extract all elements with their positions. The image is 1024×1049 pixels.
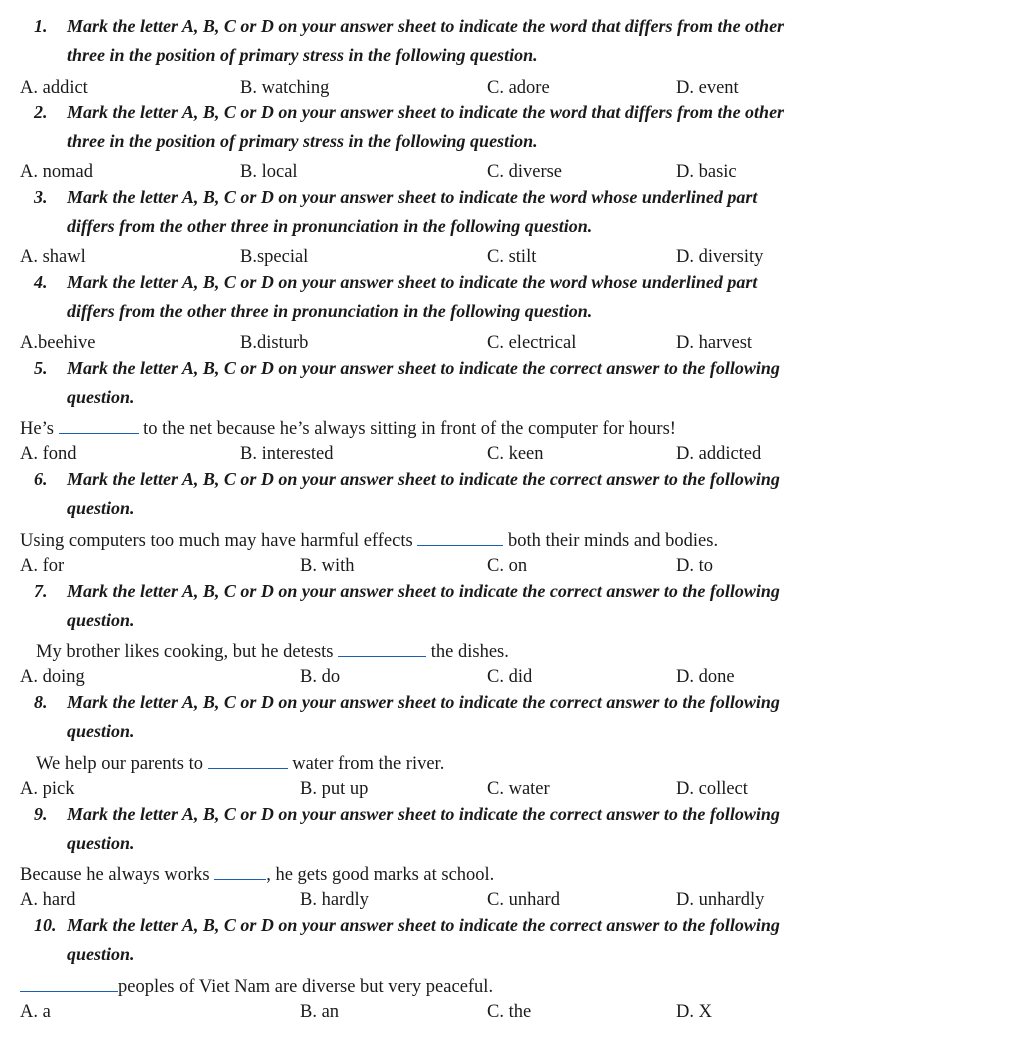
question-number: 8. [34, 692, 48, 712]
q10-option-c[interactable]: C. the [487, 1002, 532, 1022]
answer-blank [59, 419, 139, 434]
q4-option-a[interactable]: A.beehive [20, 333, 96, 353]
q1-option-d[interactable]: D. event [676, 78, 739, 98]
instruction-line-2: question. [67, 833, 135, 853]
q3-option-d[interactable]: D. diversity [676, 247, 764, 267]
instruction-line-1: Mark the letter A, B, C or D on your answer sheet to indicate the correct answer to the following [67, 804, 780, 824]
q9-option-a[interactable]: A. hard [20, 890, 76, 910]
q5-option-a[interactable]: A. fond [20, 444, 77, 464]
q9-option-d[interactable]: D. unhardly [676, 890, 765, 910]
q3-option-b[interactable]: B.special [240, 247, 309, 267]
question-number: 9. [34, 804, 48, 824]
q3-option-c[interactable]: C. stilt [487, 247, 537, 267]
q2-option-a[interactable]: A. nomad [20, 162, 93, 182]
stem-text: Because he always works [20, 865, 210, 885]
stem-text: My brother likes cooking, but he detests [36, 642, 334, 662]
stem-text: to the net because he’s always sitting in front of the computer for hours! [143, 419, 676, 439]
q8-option-a[interactable]: A. pick [20, 779, 75, 799]
instruction-line-2: question. [67, 721, 135, 741]
instruction-line-1: Mark the letter A, B, C or D on your answer sheet to indicate the word whose underlined part [67, 187, 758, 207]
question-9-instruction [34, 800, 984, 858]
q6-stem [20, 529, 718, 553]
q4-option-b[interactable]: B.disturb [240, 333, 309, 353]
instruction-line-2: question. [67, 498, 135, 518]
q2-option-b[interactable]: B. local [240, 162, 298, 182]
q6-option-b[interactable]: B. with [300, 556, 355, 576]
q6-option-d[interactable]: D. to [676, 556, 713, 576]
instruction-line-2: differs from the other three in pronunciation in the following question. [67, 216, 593, 236]
instruction-line-1: Mark the letter A, B, C or D on your answer sheet to indicate the correct answer to the following [67, 581, 780, 601]
question-number: 7. [34, 581, 48, 601]
question-3-instruction [34, 183, 984, 241]
q8-option-c[interactable]: C. water [487, 779, 550, 799]
stem-text: peoples of Viet Nam are diverse but very peaceful. [118, 977, 494, 997]
q6-option-c[interactable]: C. on [487, 556, 528, 576]
answer-blank [208, 754, 288, 769]
q7-stem [36, 640, 509, 664]
q5-option-d[interactable]: D. addicted [676, 444, 762, 464]
q10-option-b[interactable]: B. an [300, 1002, 340, 1022]
question-6-instruction [34, 465, 984, 523]
instruction-line-2: three in the position of primary stress in the following question. [67, 45, 538, 65]
answer-blank [20, 977, 118, 992]
instruction-line-1: Mark the letter A, B, C or D on your answer sheet to indicate the word that differs from the other [67, 16, 785, 36]
instruction-line-2: differs from the other three in pronunciation in the following question. [67, 301, 593, 321]
q5-option-b[interactable]: B. interested [240, 444, 334, 464]
question-number: 6. [34, 469, 48, 489]
instruction-line-1: Mark the letter A, B, C or D on your answer sheet to indicate the correct answer to the following [67, 692, 780, 712]
q2-option-d[interactable]: D. basic [676, 162, 737, 182]
stem-text: We help our parents to [36, 754, 204, 774]
instruction-line-2: question. [67, 610, 135, 630]
q7-option-b[interactable]: B. do [300, 667, 341, 687]
stem-text: , he gets good marks at school. [266, 865, 495, 885]
instruction-line-1: Mark the letter A, B, C or D on your answer sheet to indicate the correct answer to the following [67, 358, 780, 378]
instruction-line-2: three in the position of primary stress in the following question. [67, 131, 538, 151]
q1-option-b[interactable]: B. watching [240, 78, 330, 98]
answer-blank [214, 865, 266, 880]
q4-option-c[interactable]: C. electrical [487, 333, 577, 353]
q3-option-a[interactable]: A. shawl [20, 247, 86, 267]
q9-option-b[interactable]: B. hardly [300, 890, 369, 910]
question-10-instruction [34, 911, 984, 969]
q4-option-d[interactable]: D. harvest [676, 333, 753, 353]
question-number: 3. [34, 187, 48, 207]
stem-text: the dishes. [430, 642, 509, 662]
answer-blank [338, 642, 426, 657]
stem-text: Using computers too much may have harmful effects [20, 531, 413, 551]
instruction-line-2: question. [67, 387, 135, 407]
question-number: 5. [34, 358, 48, 378]
question-2-instruction [34, 98, 984, 156]
q5-stem [20, 417, 676, 441]
q6-option-a[interactable]: A. for [20, 556, 65, 576]
q9-option-c[interactable]: C. unhard [487, 890, 560, 910]
instruction-line-1: Mark the letter A, B, C or D on your answer sheet to indicate the correct answer to the following [67, 915, 780, 935]
q5-option-c[interactable]: C. keen [487, 444, 544, 464]
q7-option-a[interactable]: A. doing [20, 667, 85, 687]
q1-option-c[interactable]: C. adore [487, 78, 550, 98]
q8-option-b[interactable]: B. put up [300, 779, 369, 799]
question-number: 2. [34, 102, 48, 122]
q7-option-d[interactable]: D. done [676, 667, 735, 687]
q1-option-a[interactable]: A. addict [20, 78, 88, 98]
q10-stem [20, 975, 493, 999]
stem-text: He’s [20, 419, 54, 439]
instruction-line-1: Mark the letter A, B, C or D on your answer sheet to indicate the word that differs from the other [67, 102, 785, 122]
question-5-instruction [34, 354, 984, 412]
q8-option-d[interactable]: D. collect [676, 779, 748, 799]
question-4-instruction [34, 268, 984, 326]
q9-stem [20, 863, 494, 887]
question-number: 1. [34, 16, 48, 36]
question-number: 10. [34, 915, 57, 935]
instruction-line-2: question. [67, 944, 135, 964]
question-1-instruction [34, 12, 984, 70]
stem-text: water from the river. [292, 754, 445, 774]
question-7-instruction [34, 577, 984, 635]
instruction-line-1: Mark the letter A, B, C or D on your answer sheet to indicate the correct answer to the following [67, 469, 780, 489]
q2-option-c[interactable]: C. diverse [487, 162, 563, 182]
q10-option-d[interactable]: D. X [676, 1002, 712, 1022]
q10-option-a[interactable]: A. a [20, 1002, 51, 1022]
question-number: 4. [34, 272, 48, 292]
stem-text: both their minds and bodies. [507, 531, 719, 551]
question-8-instruction [34, 688, 984, 746]
q8-stem [36, 752, 444, 776]
q7-option-c[interactable]: C. did [487, 667, 533, 687]
instruction-line-1: Mark the letter A, B, C or D on your answer sheet to indicate the word whose underlined part [67, 272, 758, 292]
answer-blank [417, 531, 503, 546]
